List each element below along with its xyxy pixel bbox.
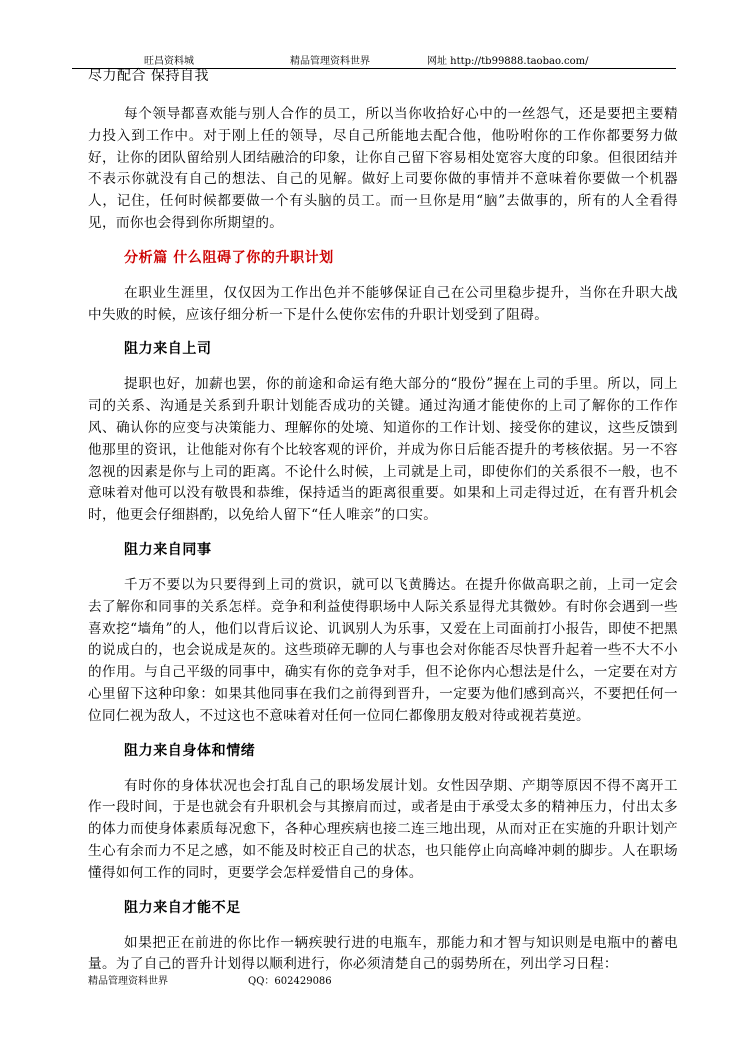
paragraph-1: 每个领导都喜欢能与别人合作的员工，所以当你收拾好心中的一丝怨气，还是要把主要精力投入到工作中。对于刚上任的领导，尽自己所能地去配合他，他吩咐你的工作你都要努力做好，让你的团队留给别人团结融洽的印象，让你自己留下容易相处宽容大度的印象。但很团结并不表示你就没有自己的想法、自己的见解。做好上司要你做的事情并不意味着你要做一个机器人，记住，任何时候都要做一个有头脑的员工。而一旦你是用“脑”去做事的，所有的人全看得见，而你也会得到你所期望的。	[88, 106, 678, 231]
footer-qq: QQ：602429086	[248, 976, 332, 987]
paragraph-6: 如果把正在前进的你比作一辆疾驶行进的电瓶车，那能力和才智与知识则是电瓶中的蓄电量。为了自己的晋升计划得以顺利进行，你必须清楚自己的弱势所在，列出学习日程：	[88, 934, 678, 973]
section-title: 分析篇 什么阻碍了你的升职计划	[124, 249, 334, 266]
heading-colleagues: 阻力来自同事	[124, 541, 212, 558]
paragraph-5: 有时你的身体状况也会打乱自己的职场发展计划。女性因孕期、产期等原因不得不离开工作一段时间，于是也就会有升职机会与其擦肩而过，或者是由于承受太多的精神压力，付出太多的体力而使身体素质每况愈下，各种心理疾病也接二连三地出现，从而对正在实施的升职计划产生心有余而力不足之感，如不能及时校正自己的状态，也只能停止向高峰冲刺的脚步。人在职场懂得如何工作的同时，更要学会怎样爱惜自己的身体。	[88, 777, 678, 881]
heading-boss: 阻力来自上司	[124, 341, 212, 358]
paragraph-3: 提职也好，加薪也罢，你的前途和命运有绝大部分的“股份”握在上司的手里。所以，同上司的关系、沟通是关系到升职计划能否成功的关键。通过沟通才能使你的上司了解你的工作作风、确认你的应变与决策能力、理解你的处境、知道你的工作计划、接受你的建议，这些反馈到他那里的资讯，让他能对你有个比较客观的评价，并成为你日后能否提升的考核依据。另一不容忽视的因素是你与上司的距离。不论什么时候，上司就是上司，即使你们的关系很不一般，也不意味着对他可以没有敬畏和恭维，保持适当的距离很重要。如果和上司走得过近，在有晋升机会时，他更会仔细斟酌，以免给人留下“任人唯亲”的口实。	[88, 376, 678, 524]
paragraph-2: 在职业生涯里，仅仅因为工作出色并不能够保证自己在公司里稳步提升，当你在升职大战中失败的时候，应该仔细分析一下是什么使你宏伟的升职计划受到了阻碍。	[88, 284, 678, 323]
paragraph-4: 千万不要以为只要得到上司的赏识，就可以飞黄腾达。在提升你做高职之前，上司一定会去了解你和同事的关系怎样。竞争和利益使得职场中人际关系显得尤其微妙。有时你会遇到一些喜欢挖“墙角”的人，他们以背后议论、讥讽别人为乐事，又爱在上司面前打小报告，即使不把黑的说成白的，也会说成是灰的。这些琐碎无聊的人与事也会对你能否尽快晋升起着一些不大不小的作用。与自己平级的同事中，确实有你的竞争对手，但不论你内心想法是什么，一定要在对方心里留下这种印象：如果其他同事在我们之前得到晋升，一定要为他们感到高兴，不要把任何一位同仁视为敌人，不过这也不意味着对任何一位同仁都像朋友般对待或视若莫逆。	[88, 576, 678, 724]
header-left-text: 旺昌资料城	[144, 56, 194, 67]
page-footer	[88, 972, 332, 987]
header-website: 网址 http://tb99888.taobao.com/	[427, 56, 589, 67]
document-body	[88, 66, 678, 988]
heading-health: 阻力来自身体和情绪	[124, 742, 256, 759]
footer-left-text: 精品管理资料世界	[88, 976, 168, 987]
header-middle-text: 精品管理资料世界	[290, 56, 370, 67]
page-header	[72, 34, 676, 69]
intro-line: 尽力配合 保持自我	[88, 68, 209, 84]
heading-ability: 阻力来自才能不足	[124, 899, 241, 916]
